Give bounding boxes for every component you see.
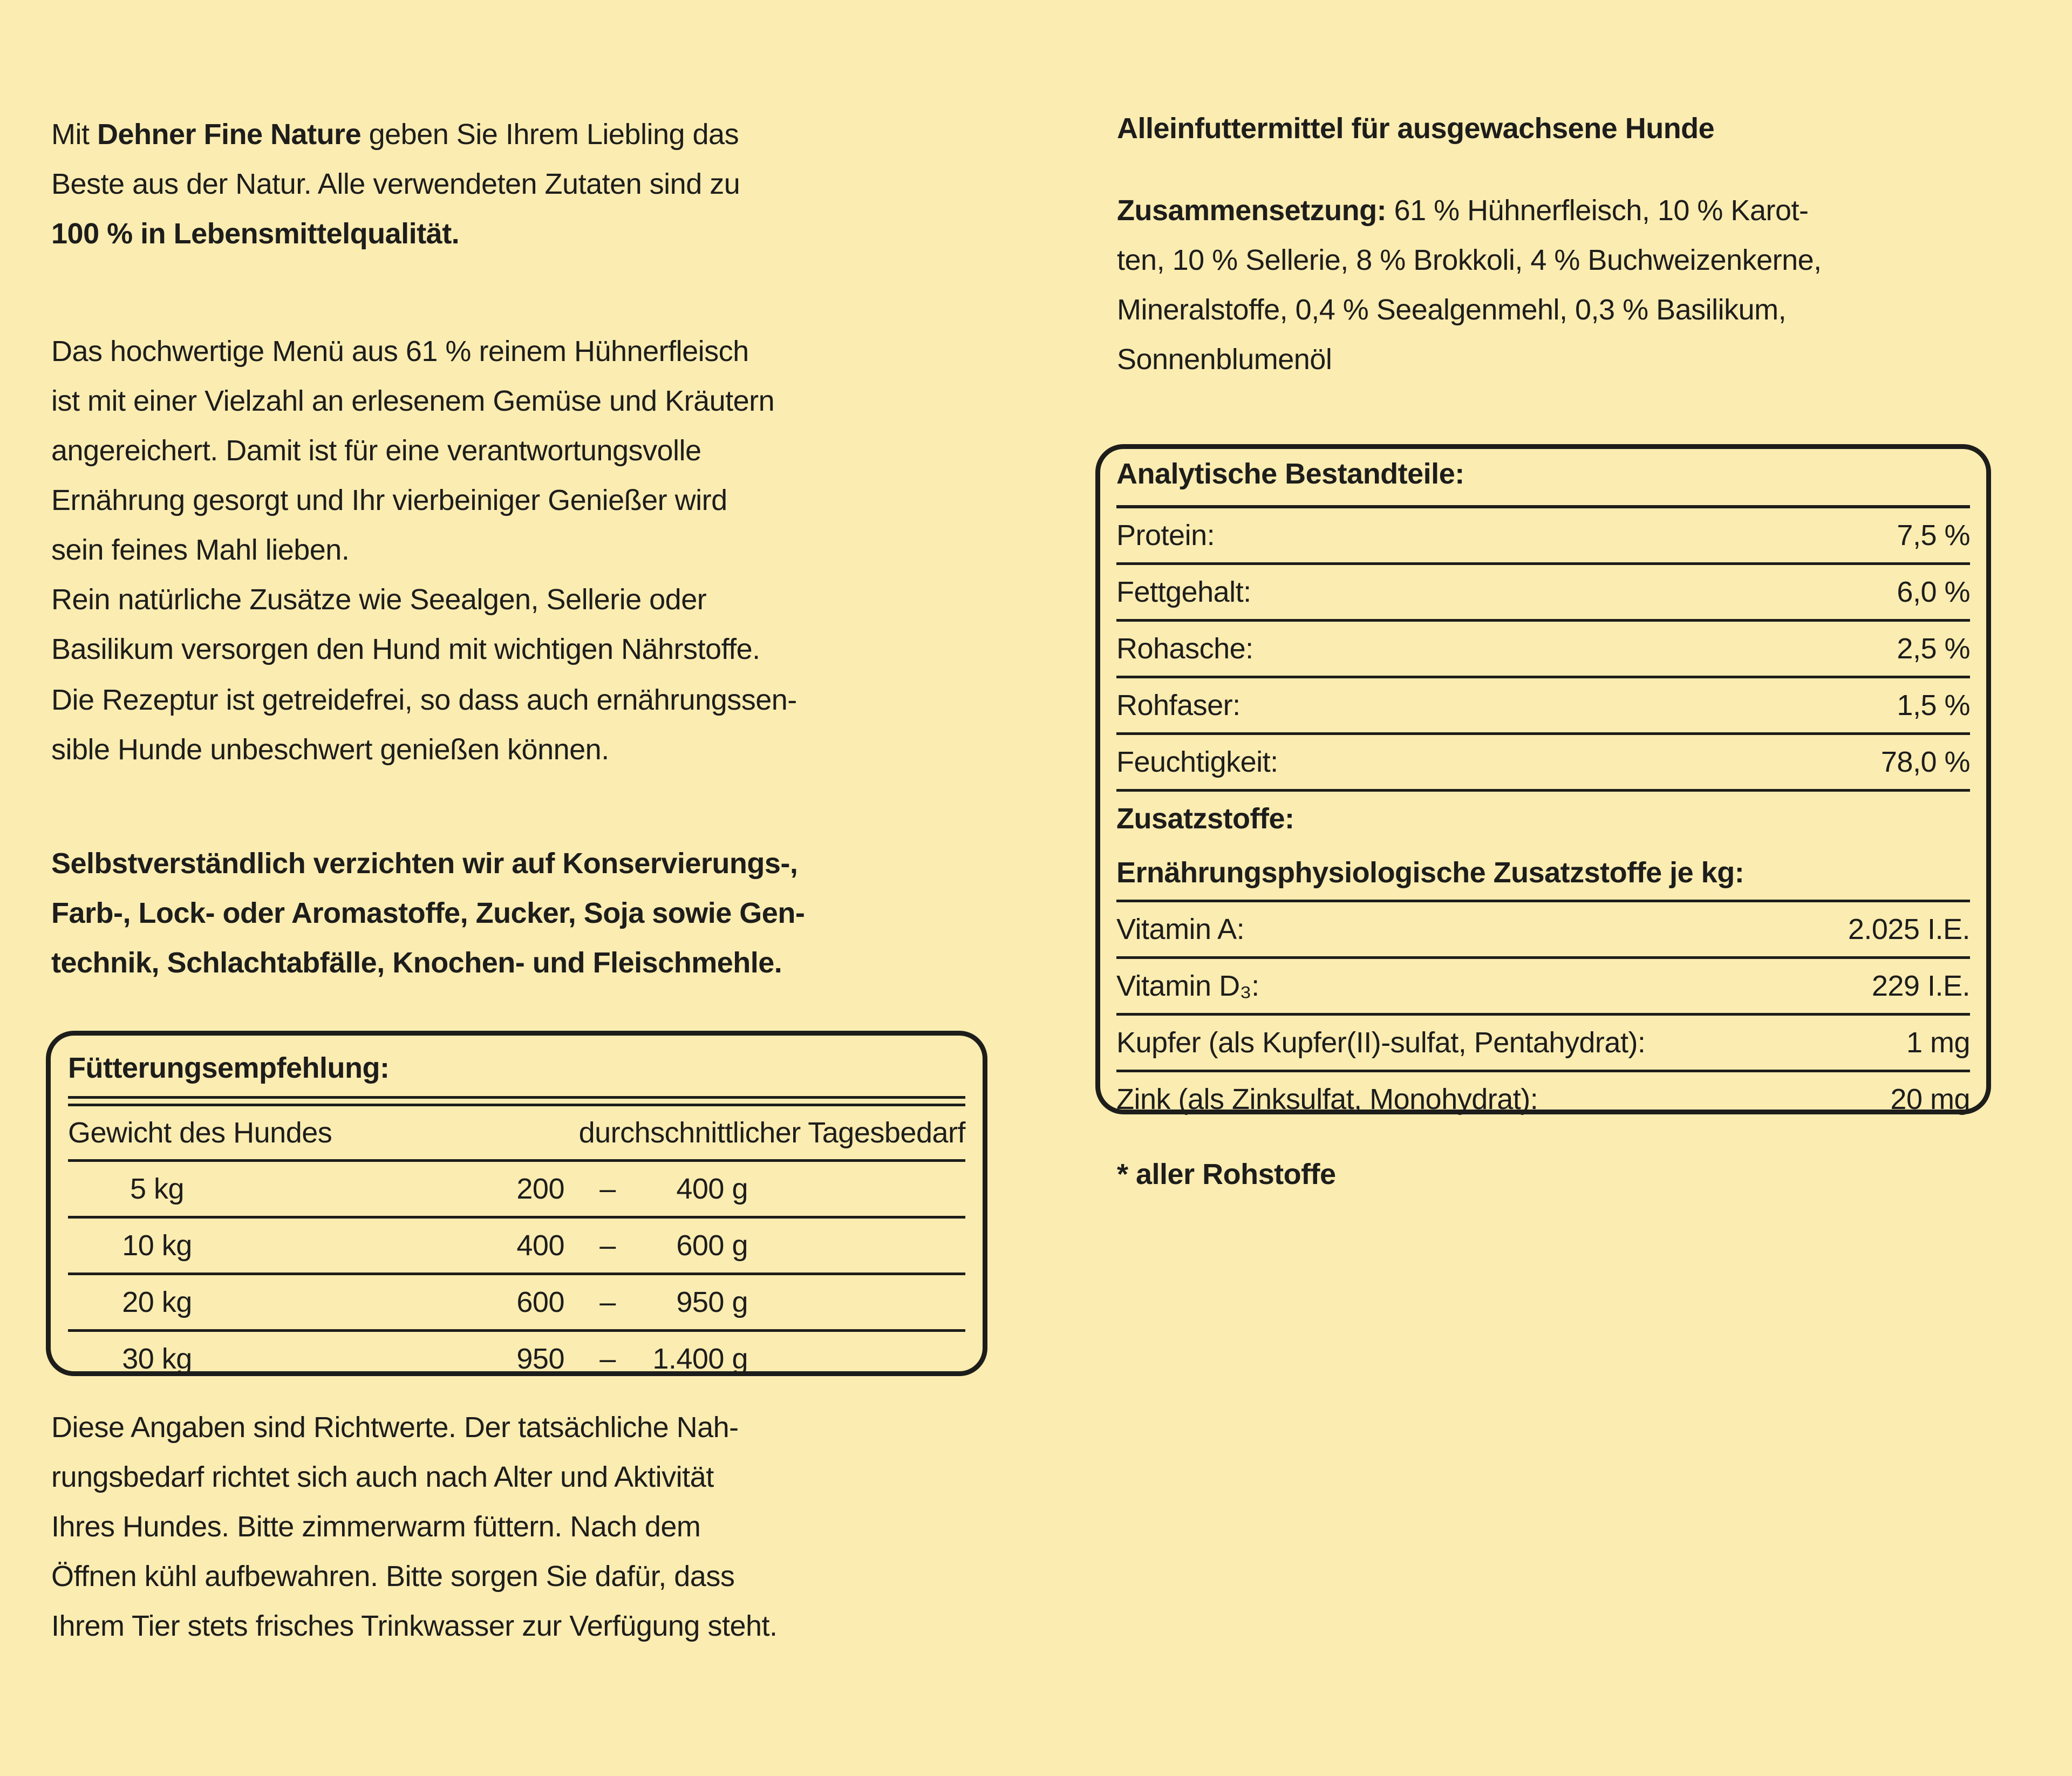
dash-cell: –: [599, 1229, 616, 1262]
description-paragraph: [51, 326, 774, 674]
text-line: Ernährung gesorgt und Ihr vierbeiniger Genießer wird: [51, 484, 727, 516]
text-line: Basilikum versorgen den Hund mit wichtigen Nährstoffe.: [51, 633, 760, 665]
additives-subheading: Zusatzstoffe:: [1116, 802, 1294, 835]
text-line: Alleinfuttermittel für ausgewachsene Hunde: [1117, 112, 1715, 145]
analysis-row: [1116, 622, 1970, 678]
analysis-label: Feuchtigkeit:: [1116, 746, 1278, 778]
text-line: Farb-, Lock- oder Aromastoffe, Zucker, Soja sowie Gen-: [51, 897, 805, 929]
table-row: [68, 1275, 965, 1332]
additive-label: Kupfer (als Kupfer(II)-sulfat, Pentahydrat):: [1116, 1026, 1646, 1059]
analysis-value: 6,0 %: [1897, 576, 1970, 608]
analysis-label: Rohasche:: [1116, 632, 1253, 665]
raw-materials-footnote: [1117, 1149, 1336, 1199]
additive-label: Vitamin A:: [1116, 913, 1245, 945]
additive-label: Zink (als Zinksulfat, Monohydrat):: [1116, 1083, 1538, 1115]
text-line: angereichert. Damit ist für eine verantwortungsvolle: [51, 434, 701, 467]
brand-name: Dehner Fine Nature: [97, 118, 362, 151]
amount-to-cell: 400 g: [676, 1173, 748, 1205]
table-row: [68, 1162, 965, 1219]
text-line: Mineralstoffe, 0,4 % Seealgenmehl, 0,3 % Basilikum,: [1117, 294, 1787, 326]
text-segment: geben Sie Ihrem Liebling das: [361, 118, 739, 151]
text-line: Das hochwertige Menü aus 61 % reinem Hühnerfleisch: [51, 335, 749, 368]
analysis-box-title: Analytische Bestandteile:: [1116, 458, 1464, 490]
product-type-heading: [1117, 104, 1714, 153]
dash-cell: –: [599, 1173, 616, 1205]
grain-free-paragraph: [51, 675, 797, 774]
analysis-row: [1116, 678, 1970, 735]
additive-value: 229 I.E.: [1871, 970, 1970, 1002]
amount-to-cell: 1.400 g: [652, 1343, 748, 1375]
analysis-label: Protein:: [1116, 519, 1215, 552]
additive-row: [1116, 959, 1970, 1016]
dash-cell: –: [599, 1286, 616, 1318]
analysis-row: [1116, 508, 1970, 565]
text-line: Beste aus der Natur. Alle verwendeten Zutaten sind zu: [51, 168, 740, 200]
additive-row: [1116, 1016, 1970, 1072]
text-line: * aller Rohstoffe: [1117, 1158, 1336, 1190]
divider: [68, 1096, 965, 1106]
nutritional-additives-subheading: Ernährungsphysiologische Zusatzstoffe je kg:: [1116, 846, 1970, 902]
text-line: ist mit einer Vielzahl an erlesenem Gemüse und Kräutern: [51, 385, 775, 417]
analysis-label: Fettgehalt:: [1116, 576, 1251, 608]
text-line: Die Rezeptur ist getreidefrei, so dass auch ernährungssen-: [51, 684, 797, 716]
dash-cell: –: [599, 1343, 616, 1375]
text-line: Ihrem Tier stets frisches Trinkwasser zur Verfügung steht.: [51, 1610, 778, 1642]
analysis-value: 7,5 %: [1897, 519, 1970, 552]
weight-cell: 20 kg: [122, 1286, 192, 1318]
feeding-box-title: Fütterungsempfehlung:: [68, 1052, 390, 1084]
composition-paragraph: [1117, 186, 1822, 384]
analysis-value: 1,5 %: [1897, 689, 1970, 722]
text-line: sible Hunde unbeschwert genießen können.: [51, 733, 609, 766]
amount-to-cell: 600 g: [676, 1229, 748, 1262]
text-line: Ihres Hundes. Bitte zimmerwarm füttern. Nach dem: [51, 1510, 701, 1543]
no-additives-paragraph: [51, 839, 805, 988]
text-line: ten, 10 % Sellerie, 8 % Brokkoli, 4 % Buchweizenkerne,: [1117, 244, 1822, 276]
analytical-constituents-box: [1095, 444, 1991, 1114]
text-segment: 61 % Hühnerfleisch, 10 % Karot-: [1386, 194, 1809, 227]
feeding-notes-paragraph: [51, 1403, 778, 1651]
amount-to-cell: 950 g: [676, 1286, 748, 1318]
analysis-row: [1116, 735, 1970, 792]
text-line: Öffnen kühl aufbewahren. Bitte sorgen Sie dafür, dass: [51, 1560, 735, 1593]
weight-cell: 30 kg: [122, 1343, 192, 1375]
additive-value: 1 mg: [1906, 1026, 1970, 1059]
additive-value: 20 mg: [1890, 1083, 1970, 1115]
analysis-label: Rohfaser:: [1116, 689, 1241, 722]
composition-label: Zusammensetzung:: [1117, 194, 1387, 227]
text-line: [51, 110, 740, 159]
additive-value: 2.025 I.E.: [1848, 913, 1970, 945]
amount-from-cell: 600: [516, 1286, 564, 1318]
analysis-row: [1116, 565, 1970, 622]
analysis-value: 78,0 %: [1880, 746, 1970, 778]
analysis-value: 2,5 %: [1897, 632, 1970, 665]
intro-paragraph: [51, 110, 740, 258]
text-line: Selbstverständlich verzichten wir auf Konservierungs-,: [51, 847, 798, 880]
column-header-weight: Gewicht des Hundes: [68, 1117, 332, 1149]
column-header-daily-need: durchschnittlicher Tagesbedarf: [578, 1117, 965, 1149]
text-line: sein feines Mahl lieben.: [51, 534, 350, 566]
text-line: 100 % in Lebensmittelqualität.: [51, 217, 460, 250]
text-line: technik, Schlachtabfälle, Knochen- und Fleischmehle.: [51, 947, 782, 979]
feeding-table-header: [68, 1106, 965, 1162]
text-line: Sonnenblumenöl: [1117, 343, 1332, 376]
table-row: [68, 1219, 965, 1275]
text-segment: Mit: [51, 118, 97, 151]
feeding-recommendation-box: [46, 1031, 987, 1376]
text-line: Rein natürliche Zusätze wie Seealgen, Sellerie oder: [51, 583, 707, 616]
text-line: Diese Angaben sind Richtwerte. Der tatsächliche Nah-: [51, 1411, 739, 1444]
additive-row: [1116, 1072, 1970, 1126]
amount-from-cell: 200: [516, 1173, 564, 1205]
additive-label: Vitamin D₃:: [1116, 970, 1259, 1002]
weight-cell: 10 kg: [122, 1229, 192, 1262]
additive-row: [1116, 902, 1970, 959]
amount-from-cell: 950: [516, 1343, 564, 1375]
table-row: [68, 1332, 965, 1386]
text-line: [1117, 186, 1822, 235]
weight-cell: 5 kg: [130, 1173, 185, 1205]
amount-from-cell: 400: [516, 1229, 564, 1262]
text-line: rungsbedarf richtet sich auch nach Alter und Aktivität: [51, 1461, 714, 1493]
